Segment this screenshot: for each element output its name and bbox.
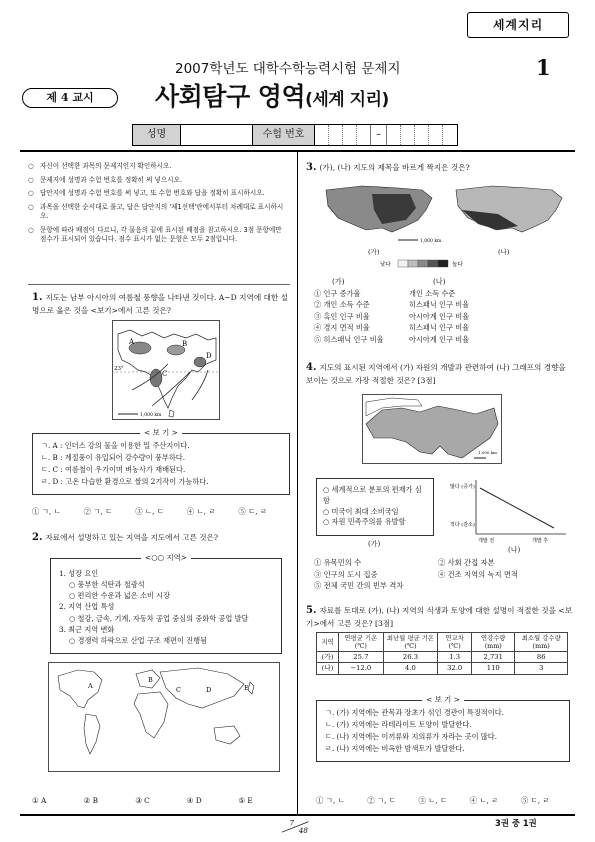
legend-swatch bbox=[438, 260, 448, 267]
me-scale-label: 1,000 km bbox=[478, 450, 497, 455]
footer-page-bottom: 48 bbox=[298, 826, 308, 836]
world-map-label: A bbox=[88, 682, 93, 690]
south-asia-map bbox=[112, 320, 220, 420]
q5-bogi-box bbox=[316, 695, 570, 762]
table-header-cell: 연평균 기온(℃) bbox=[339, 633, 384, 652]
q2-line: 2. 지역 산업 특성 bbox=[59, 602, 115, 612]
world-map-label: E bbox=[244, 684, 249, 692]
exam-no-digit[interactable] bbox=[357, 125, 371, 145]
q4-box-item: ○ 미국이 최대 소비국임 bbox=[323, 506, 399, 516]
answer-choice[interactable]: ③ 인구의 도시 집중 bbox=[314, 569, 378, 579]
q4-resource-box bbox=[316, 478, 434, 536]
table-header-cell: 연강수량 (mm) bbox=[472, 633, 515, 652]
table-cell: 3 bbox=[515, 663, 568, 674]
answer-choice[interactable]: ③ ㄴ, ㄷ bbox=[135, 507, 164, 516]
answer-choice[interactable]: ① ㄱ, ㄴ bbox=[316, 796, 345, 805]
table-cell: −12.0 bbox=[339, 663, 384, 674]
q5-choices bbox=[316, 796, 572, 806]
q2-info-box bbox=[50, 553, 282, 654]
answer-choice[interactable]: ④ D bbox=[186, 796, 202, 805]
map-lat-label: 23° bbox=[114, 366, 124, 372]
exam-no-digit[interactable] bbox=[387, 125, 401, 145]
answer-choice[interactable] bbox=[314, 311, 572, 323]
instruction-item: ○ 자신이 선택한 과목의 문제지인지 확인하시오. bbox=[28, 162, 290, 172]
main-title bbox=[155, 80, 389, 114]
graph-y-low: 적다 (감소) bbox=[450, 522, 475, 528]
middle-east-map bbox=[362, 394, 502, 464]
graph-x-right: 개발 후 bbox=[532, 538, 549, 544]
question-1-number: 1. bbox=[32, 292, 43, 303]
q1-bogi-item: ㄹ. D : 고온 다습한 환경으로 쌀의 2기작이 가능하다. bbox=[41, 476, 209, 486]
notes-separator bbox=[28, 284, 290, 285]
question-4-number: 4. bbox=[306, 362, 317, 373]
answer-choice[interactable]: ⑤ ㄷ, ㄹ bbox=[520, 796, 550, 805]
q3-options-header bbox=[314, 276, 572, 288]
exam-no-digit[interactable] bbox=[415, 125, 429, 145]
legend-swatch bbox=[428, 260, 438, 267]
us-map-na-label: (나) bbox=[498, 248, 510, 256]
q5-bogi-item: ㄹ. (나) 지역에는 비옥한 밤색토가 발달한다. bbox=[325, 743, 465, 753]
q3-header-ga: (가) bbox=[332, 277, 345, 286]
question-1-text bbox=[32, 290, 290, 316]
q4-choices bbox=[314, 557, 572, 592]
answer-choice[interactable]: ① ㄱ, ㄴ bbox=[32, 507, 61, 516]
q1-bogi-box bbox=[32, 428, 290, 495]
q1-bogi-item: ㄱ. A : 인더스 강의 물을 이용한 밀 주산지이다. bbox=[41, 441, 190, 450]
question-2 bbox=[32, 530, 290, 545]
footer-page-number bbox=[275, 818, 319, 835]
q4-trend-graph bbox=[448, 476, 572, 546]
exam-no-digit[interactable] bbox=[343, 125, 357, 145]
question-5 bbox=[306, 603, 574, 629]
answer-choice[interactable] bbox=[314, 334, 572, 346]
q3-option-ga: ⑤ 히스패닉 인구 비율 bbox=[314, 334, 384, 344]
q2-line: ○ 풍부한 석탄과 철광석 bbox=[69, 580, 145, 590]
instruction-item: ○ 과목을 선택한 순서대로 풀고, 답은 답안지의 '제1선택'란에서부터 차례대로 표시하시오. bbox=[28, 203, 290, 222]
table-cell: 26.3 bbox=[383, 652, 438, 663]
table-cell: 1.3 bbox=[438, 652, 472, 663]
question-4-text bbox=[306, 360, 574, 386]
q4-label-na: (나) bbox=[508, 546, 521, 554]
question-1-prompt: 지도는 남부 아시아의 여름철 풍향을 나타낸 것이다. A~D 지역에 대한 설명으로 옳은 것을 <보기>에서 고른 것은? bbox=[32, 293, 288, 315]
world-map-label: D bbox=[206, 686, 212, 694]
period-badge: 제 4 교시 bbox=[22, 88, 118, 108]
page-number: 1 bbox=[536, 55, 551, 80]
table-row bbox=[317, 652, 568, 663]
question-2-number: 2. bbox=[32, 532, 43, 543]
table-cell: 4.0 bbox=[383, 663, 438, 674]
subject-tag-text: 세계지리 bbox=[492, 17, 544, 32]
name-field[interactable] bbox=[181, 125, 253, 145]
exam-no-digit[interactable] bbox=[329, 125, 343, 145]
answer-choice[interactable]: ④ ㄴ, ㄹ bbox=[186, 507, 216, 516]
table-row bbox=[317, 663, 568, 674]
exam-no-label: 수험 번호 bbox=[253, 125, 315, 145]
q1-bogi-caption: < 보 기 > bbox=[140, 428, 182, 438]
exam-title: 2007학년도 대학수학능력시험 문제지 bbox=[175, 61, 401, 77]
main-title-text: 사회탐구 영역 bbox=[155, 82, 306, 111]
graph-y-high: 많다 (증가) bbox=[450, 484, 475, 490]
instruction-item: ○ 답안지에 성명과 수험 번호를 써 넣고, 또 수험 번호와 답을 정확히 표시하시오. bbox=[28, 189, 290, 199]
student-id-row bbox=[132, 124, 458, 146]
footer-page-top: 7 bbox=[289, 818, 294, 828]
world-map-label: C bbox=[176, 686, 181, 694]
question-3-number: 3. bbox=[306, 162, 317, 173]
answer-choice[interactable]: ④ ㄴ, ㄹ bbox=[469, 796, 499, 805]
us-maps bbox=[322, 180, 572, 272]
q1-bogi-item: ㄷ. C : 여름철이 우기이며 벼농사가 재배된다. bbox=[41, 464, 186, 474]
q1-bogi-item: ㄴ. B : 계절풍이 유입되어 강수량이 풍부하다. bbox=[41, 452, 186, 462]
main-title-sub: (세계 지리) bbox=[305, 90, 389, 110]
answer-choice[interactable]: ③ ㄴ, ㄷ bbox=[418, 796, 448, 805]
q3-option-na: 아시아계 인구 비율 bbox=[409, 334, 470, 344]
legend-swatch bbox=[398, 260, 408, 267]
q3-option-ga: ① 인구 증가율 bbox=[314, 288, 361, 298]
legend-swatch bbox=[418, 260, 428, 267]
question-4-prompt: 지도의 표시된 지역에서 (가) 자원의 개발과 관련하여 (나) 그래프의 경향을 보이는 것으로 가장 적절한 것은? bbox=[306, 363, 566, 385]
table-header-cell: 지역 bbox=[317, 633, 339, 652]
q3-header-na: (나) bbox=[433, 277, 446, 286]
question-3 bbox=[306, 160, 574, 175]
question-5-prompt: 자료를 토대로 (가), (나) 지역의 식생과 토양에 대한 설명이 적절한 것을 <보기>에서 고른 것은? bbox=[306, 606, 573, 628]
question-5-number: 5. bbox=[306, 605, 317, 616]
question-3-text bbox=[306, 160, 574, 175]
q3-option-ga: ④ 경지 면적 비율 bbox=[314, 323, 370, 333]
climate-table bbox=[316, 632, 568, 675]
q2-line: ○ 편리한 수운과 넓은 소비 시장 bbox=[69, 591, 171, 601]
table-cell: 2,731 bbox=[472, 652, 515, 663]
map-label-d: D bbox=[206, 352, 212, 360]
us-map-ga-label: (가) bbox=[368, 248, 380, 256]
question-4-points: [3점] bbox=[417, 376, 436, 385]
answer-choice[interactable]: ② ㄱ, ㄷ bbox=[83, 507, 113, 516]
question-3-prompt: (가), (나) 지도의 제목을 바르게 짝지은 것은? bbox=[319, 163, 470, 172]
answer-choice[interactable]: ④ 건조 지역의 녹지 면적 bbox=[438, 569, 519, 579]
table-header-cell: 연교차 (℃) bbox=[438, 633, 472, 652]
q4-box-item: ○ 자원 민족주의를 유발함 bbox=[323, 517, 406, 527]
answer-choice[interactable]: ③ C bbox=[135, 796, 150, 805]
question-4 bbox=[306, 360, 574, 386]
q1-choices bbox=[32, 507, 290, 517]
q2-line: ○ 경쟁력 하락으로 산업 구조 재편이 진행됨 bbox=[69, 635, 208, 645]
table-cell: 32.0 bbox=[438, 663, 472, 674]
region-d-hatch bbox=[194, 357, 206, 367]
q2-choices bbox=[32, 796, 290, 806]
exam-no-digit[interactable] bbox=[401, 125, 415, 145]
table-cell: 110 bbox=[472, 663, 515, 674]
answer-choice[interactable]: ⑤ ㄷ, ㄹ bbox=[238, 507, 268, 516]
question-2-text bbox=[32, 530, 290, 545]
map-label-a: A bbox=[129, 338, 135, 346]
table-cell: 86 bbox=[515, 652, 568, 663]
answer-choice[interactable]: ① A bbox=[32, 796, 47, 805]
instruction-item: ○ 문항에 따라 배점이 다르니, 각 물음의 끝에 표시된 배점을 참고하시오. 3점 문항에만 점수가 표시되어 있습니다. 점수 표시가 없는 문항은 모두 2점입니다. bbox=[28, 226, 290, 245]
exam-no-digit[interactable] bbox=[429, 125, 443, 145]
world-map bbox=[48, 662, 280, 772]
legend-high-label: 높다 bbox=[452, 262, 463, 268]
q3-options bbox=[314, 276, 572, 345]
footer-rule bbox=[20, 814, 575, 816]
q3-option-na: 히스패닉 인구 비율 bbox=[409, 300, 470, 310]
q2-line: ○ 철강, 금속, 기계, 자동차 공업 중심의 중화학 공업 발달 bbox=[69, 613, 249, 623]
graph-x-left: 개발 전 bbox=[478, 538, 495, 544]
column-divider bbox=[297, 152, 298, 816]
table-header-cell: 최소월 강수량(mm) bbox=[515, 633, 568, 652]
instructions-list bbox=[28, 162, 290, 249]
answer-choice[interactable]: ⑤ E bbox=[238, 796, 253, 805]
q2-box-caption: <○○ 지역> bbox=[141, 553, 191, 563]
question-1 bbox=[32, 290, 290, 316]
subject-tag bbox=[467, 12, 569, 38]
exam-no-digit[interactable] bbox=[315, 125, 329, 145]
us-scale-label: 1,000 km bbox=[420, 239, 442, 244]
q2-line: 3. 최근 지역 변화 bbox=[59, 624, 115, 634]
q5-bogi-item: ㄱ. (가) 지역에는 관목과 장초가 섞인 경관이 특징적이다. bbox=[325, 708, 504, 717]
q4-label-ga: (가) bbox=[368, 540, 381, 548]
table-header-row bbox=[317, 633, 568, 652]
instruction-item: ○ 문제지에 성명과 수험 번호를 정확히 써 넣으시오. bbox=[28, 176, 290, 186]
table-header-cell: 최난월 평균 기온(℃) bbox=[383, 633, 438, 652]
world-map-label: B bbox=[148, 676, 153, 684]
answer-choice[interactable] bbox=[314, 299, 572, 311]
map-scale-label: 1,000 km bbox=[140, 413, 162, 418]
q3-option-na: 히스패닉 인구 비율 bbox=[409, 323, 470, 333]
q3-option-ga: ② 개인 소득 수준 bbox=[314, 300, 370, 310]
q5-bogi-item: ㄷ. (나) 지역에는 이끼류와 지의류가 자라는 곳이 많다. bbox=[325, 731, 497, 741]
q2-line: 1. 성장 요인 bbox=[59, 569, 99, 578]
answer-choice[interactable]: ② B bbox=[83, 796, 98, 805]
q4-box-item: ○ 세계적으로 분포의 편재가 심함 bbox=[323, 485, 422, 505]
question-5-points: [3점] bbox=[375, 619, 394, 628]
answer-choice[interactable] bbox=[314, 288, 572, 300]
q5-bogi-caption: < 보 기 > bbox=[422, 695, 464, 705]
question-2-prompt: 자료에서 설명하고 있는 지역을 지도에서 고른 것은? bbox=[45, 533, 219, 542]
legend-swatch bbox=[408, 260, 418, 267]
name-label: 성명 bbox=[133, 125, 181, 145]
table-cell: 25.7 bbox=[339, 652, 384, 663]
answer-choice[interactable]: ① 유목민의 수 bbox=[314, 558, 362, 567]
map-label-c: C bbox=[162, 370, 168, 378]
booklet-label: 3권 중 1권 bbox=[495, 818, 537, 828]
map-label-b: B bbox=[182, 340, 188, 348]
q5-bogi-item: ㄴ. (가) 지역에는 라테라이트 토양이 발달한다. bbox=[325, 719, 472, 729]
table-cell: (나) bbox=[317, 663, 339, 674]
q3-option-na: 개인 소득 수준 bbox=[409, 288, 456, 298]
answer-choice[interactable]: ② ㄱ, ㄷ bbox=[367, 796, 396, 805]
graph-trend-line bbox=[480, 488, 554, 528]
answer-choice[interactable]: ② 사회 간접 자본 bbox=[438, 558, 495, 567]
question-5-text bbox=[306, 603, 574, 629]
table-cell: (가) bbox=[317, 652, 339, 663]
q3-option-ga: ③ 흑인 인구 비율 bbox=[314, 311, 370, 321]
q3-option-na: 아시아계 인구 비율 bbox=[409, 311, 470, 321]
answer-choice[interactable]: ⑤ 전체 국민 간의 빈부 격차 bbox=[314, 581, 404, 591]
exam-no-dash: – bbox=[371, 125, 387, 145]
legend-low-label: 낮다 bbox=[380, 262, 391, 268]
exam-no-digit[interactable] bbox=[443, 125, 457, 145]
answer-choice[interactable] bbox=[314, 322, 572, 334]
